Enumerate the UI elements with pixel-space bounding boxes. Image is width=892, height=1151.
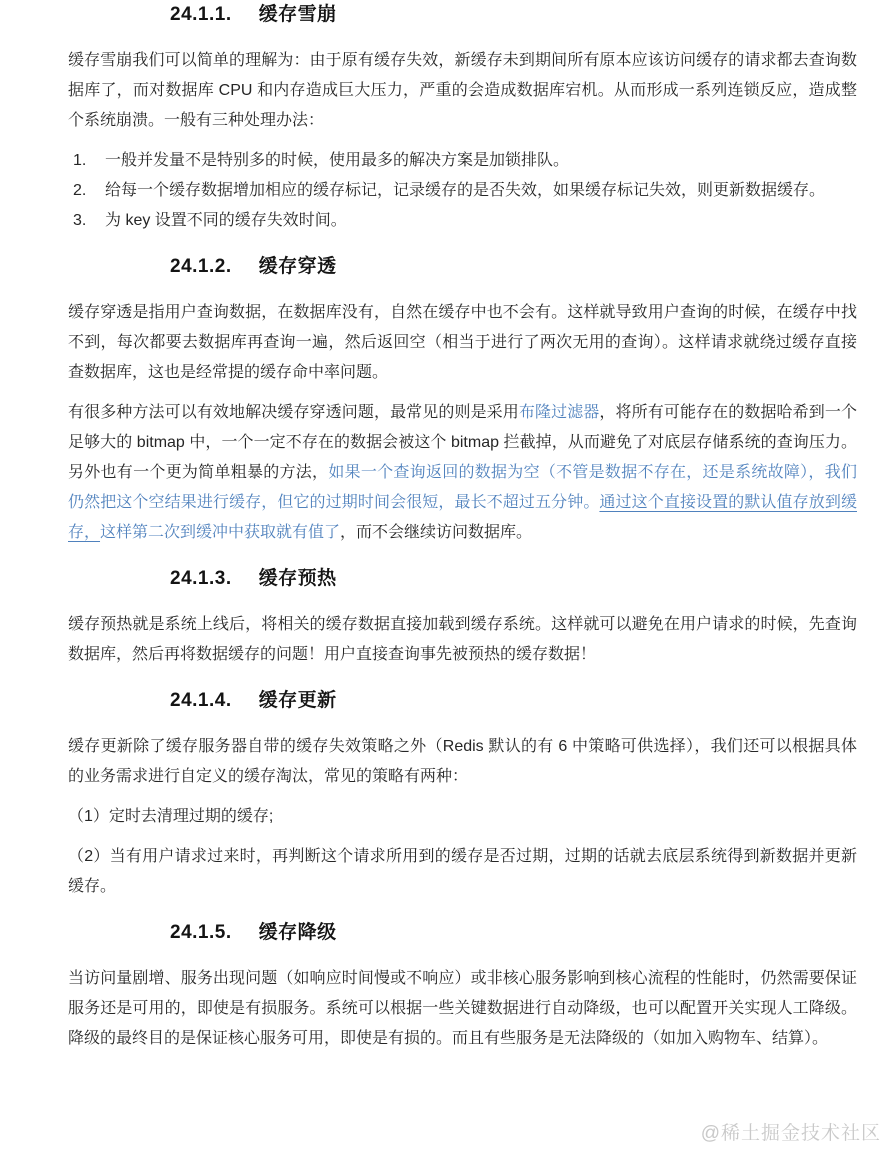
- heading-number: 24.1.3.: [170, 568, 232, 589]
- text-run: ，而不会继续访问数据库。: [340, 524, 533, 541]
- heading-number: 24.1.5.: [170, 922, 232, 943]
- list-item: [68, 146, 857, 176]
- watermark: @稀土掘金技术社区: [700, 1123, 881, 1144]
- list-item-number: 1.: [73, 152, 87, 169]
- heading-title: 缓存雪崩: [258, 4, 337, 25]
- heading-number: 24.1.4.: [170, 690, 232, 711]
- section-cache-penetration: [68, 254, 857, 548]
- avalanche-solutions-list: [68, 146, 857, 236]
- section-heading-preheat: [170, 566, 857, 592]
- list-item-number: 3.: [73, 212, 87, 229]
- section-heading-penetration: [170, 254, 857, 280]
- list-item-number: 2.: [73, 182, 87, 199]
- paragraph-penetration-definition: 缓存穿透是指用户查询数据，在数据库没有，自然在缓存中也不会有。这样就导致用户查询的时候，在缓存中找不到，每次都要去数据库再查询一遍，然后返回空（相当于进行了两次无用的查询）。这样请求就绕过缓存直接查数据库，这也是经常提的缓存命中率问题。: [68, 304, 857, 381]
- section-cache-update: [68, 688, 857, 902]
- paragraph-update-strategy-1: （1）定时去清理过期的缓存;: [68, 808, 274, 825]
- heading-title: 缓存预热: [258, 568, 337, 589]
- list-item: [68, 206, 857, 236]
- heading-number: 24.1.1.: [170, 4, 232, 25]
- paragraph-degrade: 当访问量剧增、服务出现问题（如响应时间慢或不响应）或非核心服务影响到核心流程的性能时，仍然需要保证服务还是可用的，即使是有损服务。系统可以根据一些关键数据进行自动降级，也可以配置开关实现人工降级。降级的最终目的是保证核心服务可用，即使是有损的。而且有些服务是无法降级的（如加入购物车、结算）。: [68, 970, 857, 1047]
- paragraph-penetration-solutions: [68, 398, 857, 548]
- section-heading-degrade: [170, 920, 857, 946]
- paragraph-update-intro: 缓存更新除了缓存服务器自带的缓存失效策略之外（Redis 默认的有 6 中策略可供选择），我们还可以根据具体的业务需求进行自定义的缓存淘汰，常见的策略有两种：: [68, 738, 857, 785]
- section-cache-preheat: [68, 566, 857, 670]
- section-cache-avalanche: [68, 2, 857, 236]
- blue-underlined-text: 通过这个直接设置的默认值存放到缓存，: [68, 494, 857, 541]
- heading-title: 缓存降级: [258, 922, 337, 943]
- text-run: 有很多种方法可以有效地解决缓存穿透问题，最常见的则是采用: [68, 404, 519, 421]
- blue-note-text: 如果一个查询返回的数据为空（不管是数据不存在，还是系统故障），我们仍然把这个空结果进行缓存，但它的过期时间会很短，最长不超过五分钟。: [68, 464, 857, 511]
- section-heading-avalanche: [170, 2, 857, 28]
- list-item: [68, 176, 857, 206]
- list-item-text: 为 key 设置不同的缓存失效时间。: [105, 212, 347, 229]
- text-run: ，将所有可能存在的数据哈希到一个足够大的 bitmap 中，一个一定不存在的数据会被这个 bitmap 拦截掉，从而避免了对底层存储系统的查询压力。另外也有一个更为简单粗暴的方法，: [68, 404, 857, 481]
- paragraph-avalanche-intro: 缓存雪崩我们可以简单的理解为：由于原有缓存失效，新缓存未到期间所有原本应该访问缓存的请求都去查询数据库了，而对数据库 CPU 和内存造成巨大压力，严重的会造成数据库宕机。从而形成一系列连锁反应，造成整个系统崩溃。一般有三种处理办法：: [68, 52, 857, 129]
- section-heading-update: [170, 688, 857, 714]
- heading-title: 缓存穿透: [258, 256, 337, 277]
- paragraph-preheat: 缓存预热就是系统上线后，将相关的缓存数据直接加载到缓存系统。这样就可以避免在用户请求的时候，先查询数据库，然后再将数据缓存的问题！用户直接查询事先被预热的缓存数据！: [68, 616, 857, 663]
- heading-number: 24.1.2.: [170, 256, 232, 277]
- blue-note-text: 这样第二次到缓冲中获取就有值了: [100, 524, 341, 541]
- section-cache-degrade: [68, 920, 857, 1054]
- bloom-filter-link[interactable]: 布隆过滤器: [518, 404, 600, 421]
- list-item-text: 给每一个缓存数据增加相应的缓存标记，记录缓存的是否失效，如果缓存标记失效，则更新数据缓存。: [105, 182, 826, 199]
- list-item-text: 一般并发量不是特别多的时候，使用最多的解决方案是加锁排队。: [105, 152, 570, 169]
- heading-title: 缓存更新: [258, 690, 337, 711]
- paragraph-update-strategy-2: （2）当有用户请求过来时，再判断这个请求所用到的缓存是否过期，过期的话就去底层系统得到新数据并更新缓存。: [68, 848, 857, 895]
